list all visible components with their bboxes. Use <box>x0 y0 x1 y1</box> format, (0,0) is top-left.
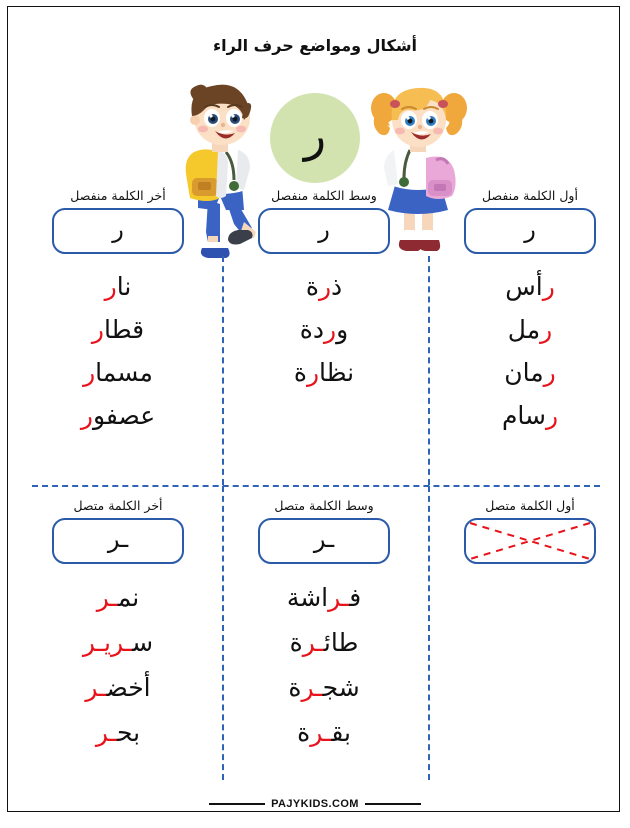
column-middle-connected <box>231 498 417 755</box>
highlight-letter: ر <box>324 315 337 344</box>
red-cross-icon <box>464 518 596 564</box>
word-suffix: اشة <box>286 583 329 612</box>
word-prefix: طائ <box>323 628 359 657</box>
page-title: أشكال ومواضع حرف الراء <box>212 36 418 55</box>
word-prefix: نظا <box>319 358 355 387</box>
highlight-letter: ـري <box>104 628 133 657</box>
highlight-letter: ر <box>543 358 556 387</box>
word-suffix: مل <box>507 315 541 344</box>
footer-rule-right <box>365 803 421 805</box>
column-start-separated <box>437 188 623 437</box>
word-list <box>231 265 417 394</box>
letter-box-glyph: ـر <box>107 525 129 553</box>
word-suffix: ة <box>293 358 307 387</box>
highlight-letter: ـر <box>328 583 350 612</box>
letter-box[interactable] <box>258 518 390 564</box>
column-header: وسط الكلمة متصل <box>274 498 374 513</box>
word-prefix: شج <box>322 673 360 702</box>
highlight-letter: ر <box>104 272 117 301</box>
word-item <box>231 308 417 351</box>
highlight-letter: ر <box>306 358 320 387</box>
word-prefix: بق <box>331 718 351 747</box>
highlight-letter: ر <box>91 315 104 344</box>
vertical-divider-bottom-right <box>428 486 430 780</box>
column-header: وسط الكلمة منفصل <box>271 188 377 203</box>
word-suffix: ـر <box>82 628 105 657</box>
word-prefix: ذ <box>331 272 343 301</box>
highlight-letter: ـر <box>95 718 117 747</box>
word-list <box>25 575 211 755</box>
letter-box[interactable] <box>52 518 184 564</box>
word-prefix: و <box>336 315 349 344</box>
highlight-letter: ر <box>83 358 96 387</box>
letter-circle <box>270 93 360 183</box>
word-prefix: قطا <box>104 315 145 344</box>
column-end-separated <box>25 188 211 437</box>
highlight-letter: ر <box>545 401 559 430</box>
word-item <box>231 575 417 620</box>
word-item <box>231 620 417 665</box>
word-item <box>25 710 211 755</box>
highlight-letter: ر <box>540 315 553 344</box>
column-end-connected <box>25 498 211 755</box>
word-suffix: ة <box>288 673 302 702</box>
footer-rule-left <box>209 803 265 805</box>
highlight-letter: ر <box>80 401 93 430</box>
column-middle-separated <box>231 188 417 394</box>
letter-box[interactable] <box>52 208 184 254</box>
word-list <box>25 265 211 437</box>
vertical-divider-bottom-left <box>222 486 224 780</box>
highlight-letter: ر <box>542 272 555 301</box>
letter-box-glyph: ر <box>524 215 536 243</box>
word-suffix: ة <box>289 628 303 657</box>
vertical-divider-top-right <box>428 256 430 485</box>
word-prefix: عصفو <box>92 401 156 430</box>
letter-box-glyph: ـر <box>313 525 335 553</box>
word-item <box>25 308 211 351</box>
word-suffix: أس <box>505 272 543 301</box>
word-prefix: نا <box>116 272 132 301</box>
word-item <box>437 394 623 437</box>
word-item <box>231 265 417 308</box>
column-header: أخر الكلمة منفصل <box>70 188 166 203</box>
word-item <box>437 351 623 394</box>
word-prefix: أخض <box>106 673 151 702</box>
horizontal-divider <box>32 485 600 487</box>
footer-brand: PAJYKIDS.COM <box>271 798 359 810</box>
word-prefix: س <box>132 628 154 657</box>
word-item <box>25 394 211 437</box>
word-suffix: ة <box>305 272 319 301</box>
letter-box-glyph: ر <box>112 215 124 243</box>
word-list <box>437 265 623 437</box>
word-item <box>231 665 417 710</box>
word-item <box>25 265 211 308</box>
word-suffix: مان <box>504 358 544 387</box>
vertical-divider-top-left <box>222 256 224 485</box>
word-prefix: ف <box>349 583 362 612</box>
highlight-letter: ـر <box>85 673 107 702</box>
word-prefix: نم <box>117 583 140 612</box>
word-item <box>25 665 211 710</box>
column-header: أخر الكلمة متصل <box>73 498 163 513</box>
word-suffix: دة <box>299 315 325 344</box>
highlight-letter: ـر <box>301 673 323 702</box>
letter-circle-glyph: ر <box>303 108 327 162</box>
letter-box[interactable] <box>464 208 596 254</box>
word-suffix: ة <box>297 718 311 747</box>
footer <box>0 798 630 810</box>
word-prefix: بح <box>117 718 141 747</box>
word-item <box>25 575 211 620</box>
highlight-letter: ـر <box>302 628 324 657</box>
word-prefix: مسما <box>95 358 153 387</box>
letter-box[interactable] <box>258 208 390 254</box>
word-item <box>231 710 417 755</box>
word-suffix: سام <box>501 401 546 430</box>
word-item <box>437 265 623 308</box>
highlight-letter: ـر <box>96 583 118 612</box>
highlight-letter: ر <box>318 272 332 301</box>
column-start-connected <box>437 498 623 564</box>
letter-box-glyph: ر <box>318 215 330 243</box>
letter-box-crossed-out[interactable] <box>464 518 596 564</box>
column-header: أول الكلمة متصل <box>485 498 575 513</box>
word-item <box>25 351 211 394</box>
word-item <box>437 308 623 351</box>
highlight-letter: ـر <box>310 718 332 747</box>
word-item <box>231 351 417 394</box>
word-list <box>231 575 417 755</box>
word-item <box>25 620 211 665</box>
column-header: أول الكلمة منفصل <box>482 188 578 203</box>
